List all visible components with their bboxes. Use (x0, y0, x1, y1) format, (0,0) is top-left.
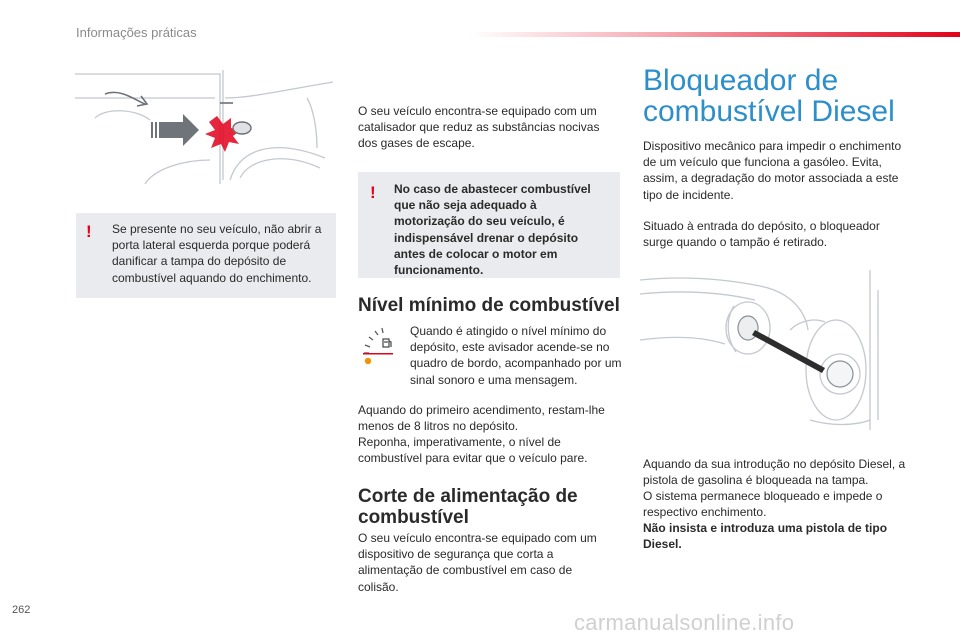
header-accent-bar (470, 32, 960, 37)
catalyst-intro-text: O seu veículo encontra-se equipado com um catalisador que reduz as substâncias nocivas dos gases de escape. (358, 104, 600, 151)
diesel-lock-heading (643, 65, 943, 127)
door-fuel-flap-illustration (75, 68, 337, 184)
diesel-lock-para3: Aquando da sua introdução no depósito Diesel, a pistola de gasolina é bloqueada na tampa. (643, 457, 906, 488)
door-warning-box (76, 213, 336, 298)
fuel-cutoff-heading-line1: Corte de alimentação de (358, 486, 578, 507)
watermark: carmanualsonline.info (574, 610, 795, 635)
exclamation-warning-icon: ! (86, 222, 92, 241)
section-label: Informações práticas (76, 25, 197, 40)
low-fuel-para1: Aquando do primeiro acendimento, restam-lhe menos de 8 litros no depósito. (358, 403, 605, 434)
low-fuel-para2: Reponha, imperativamente, o nível de combustível para evitar que o veículo pare. (358, 435, 588, 466)
diesel-lock-heading-line2: combustível Diesel (643, 95, 895, 128)
fuel-warning-box (358, 172, 620, 278)
door-warning-text: Se presente no seu veículo, não abrir a porta lateral esquerda porque poderá danificar a tampa do depósito de combustível aquando do enchimento. (112, 222, 322, 285)
low-fuel-text: Quando é atingido o nível mínimo do depósito, este avisador acende-se no quadro de bordo, acompanhado por um sinal sonoro e uma mensagem. (410, 324, 622, 387)
fuel-gauge-low-icon (362, 325, 398, 367)
fuel-cutoff-heading (358, 486, 638, 528)
exclamation-warning-icon: ! (370, 183, 376, 202)
diesel-lock-para5: Não insista e introduza uma pistola de tipo Diesel. (643, 521, 888, 552)
low-fuel-heading: Nível mínimo de combustível (358, 295, 620, 316)
fuel-cutoff-text: O seu veículo encontra-se equipado com um dispositivo de segurança que corta a alimentação de combustível em caso de colisão. (358, 531, 597, 594)
diesel-lock-heading-line1: Bloqueador de (643, 64, 839, 97)
diesel-lock-para2: Situado à entrada do depósito, o bloqueador surge quando o tampão é retirado. (643, 219, 880, 250)
fuel-warning-text: No caso de abastecer combustível que não seja adequado à motorização do seu veículo, é indispensável drenar o depósito antes de colocar o motor em funcionamento. (394, 182, 591, 278)
diesel-filler-neck-illustration (640, 270, 900, 430)
page-number: 262 (12, 604, 31, 616)
diesel-lock-para4: O sistema permanece bloqueado e impede o respectivo enchimento. (643, 489, 883, 520)
fuel-cutoff-heading-line2: combustível (358, 507, 469, 528)
diesel-lock-para1: Dispositivo mecânico para impedir o enchimento de um veículo que funciona a gasóleo. Evita, assim, a degradação do motor associada a este tipo de incidente. (643, 139, 902, 202)
